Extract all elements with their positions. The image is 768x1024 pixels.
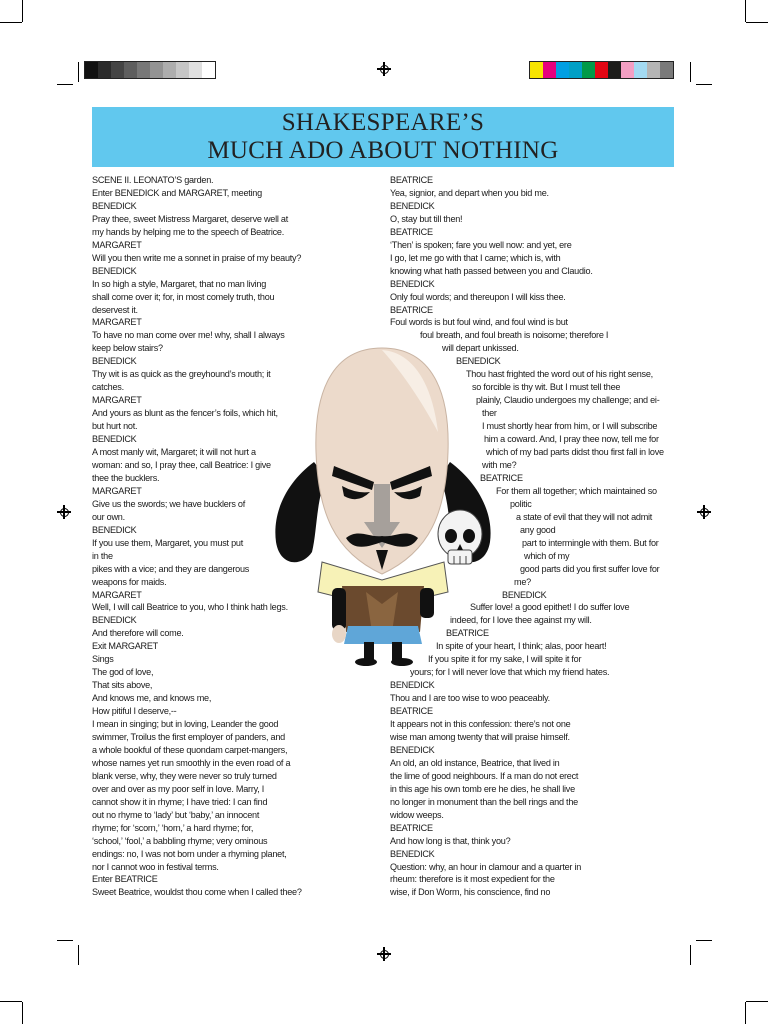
left-text-line: Enter BENEDICK and MARGARET, meeting (92, 187, 262, 198)
right-text-line: me? (514, 576, 531, 587)
left-text-line: Exit MARGARET (92, 641, 158, 652)
page-title-line1: SHAKESPEARE’S (281, 109, 485, 136)
right-text-line: O, stay but till then! (390, 213, 463, 224)
right-text-line: In spite of your heart, I think; alas, poor heart! (436, 641, 607, 652)
left-text-line: And yours as blunt as the fencer’s foils, which hit, (92, 408, 278, 419)
gray-swatch (98, 62, 111, 78)
right-text-line: Thou hast frighted the word out of his right sense, (466, 369, 653, 380)
right-text-line: And how long is that, think you? (390, 835, 511, 846)
color-swatch (608, 62, 621, 78)
crop-mark (0, 1001, 22, 1002)
left-arm (332, 588, 346, 630)
color-swatch (621, 62, 634, 78)
crop-mark (690, 945, 691, 965)
left-text-line: Sweet Beatrice, wouldst thou come when I called thee? (92, 887, 302, 898)
right-text-line: If you spite it for my sake, I will spite it for (428, 654, 582, 665)
crop-mark (745, 1002, 746, 1024)
right-text-line: widow weeps. (390, 809, 444, 820)
left-text-line: If you use them, Margaret, you must put (92, 537, 243, 548)
left-text-line: my hands by helping me to the speech of Beatrice. (92, 226, 284, 237)
right-text-line: yours; for I will never love that which my friend hates. (410, 667, 610, 678)
trunk-hose (344, 626, 422, 644)
right-text-line: Thou and I are too wise to woo peaceably. (390, 693, 550, 704)
left-text-line: but hurt not. (92, 421, 138, 432)
right-text-line: which of my (524, 550, 570, 561)
crop-mark (746, 1001, 768, 1002)
left-text-line: That sits above, (92, 680, 153, 691)
right-text-line: BEATRICE (390, 226, 433, 237)
left-text-line: cannot show it in rhyme; I have tried: I can find (92, 796, 268, 807)
registration-mark (697, 505, 711, 519)
right-text-line: wise man among twenty that will praise himself. (390, 731, 570, 742)
gray-swatch (85, 62, 98, 78)
shakespeare-illustration (262, 342, 507, 667)
right-text-line: It appears not in this confession: there’s not one (390, 719, 571, 730)
left-text-line: Enter BEATRICE (92, 874, 158, 885)
left-text-line: pikes with a vice; and they are dangerous (92, 563, 250, 574)
right-text-line: so forcible is thy wit. But I must tell thee (472, 382, 621, 393)
right-text-line: any good (520, 524, 556, 535)
left-text-line: I mean in singing; but in loving, Leander the good (92, 719, 279, 730)
left-text-line: a whole bookful of these quondam carpet-mangers, (92, 744, 288, 755)
right-text-line: plainly, Claudio undergoes my challenge; and ei- (476, 395, 660, 406)
right-text-line: with me? (482, 459, 517, 470)
left-text-line: deservest it. (92, 304, 138, 315)
left-text-line: And therefore will come. (92, 628, 184, 639)
right-text-line: politic (510, 498, 532, 509)
left-text-line: Give us the swords; we have bucklers of (92, 498, 246, 509)
left-text-line: our own. (92, 511, 125, 522)
right-text-line: BEATRICE (390, 822, 433, 833)
crop-mark (0, 22, 22, 23)
crop-mark (78, 945, 79, 965)
color-swatch (530, 62, 543, 78)
left-text-line: swimmer, Troilus the first employer of panders, and (92, 731, 285, 742)
right-text-line: Foul words is but foul wind, and foul wind is but (390, 317, 568, 328)
gray-swatch (163, 62, 176, 78)
right-text-line: no longer in monument than the bell rings and the (390, 796, 578, 807)
crop-mark (696, 940, 712, 941)
color-swatch (634, 62, 647, 78)
crop-mark (57, 940, 73, 941)
gray-swatch (202, 62, 215, 78)
right-text-line: good parts did you first suffer love for (520, 563, 660, 574)
right-text-line: a state of evil that they will not admit (516, 511, 653, 522)
registration-mark (57, 505, 71, 519)
cmyk-color-bar (529, 61, 674, 79)
left-text-line: MARGARET (92, 317, 142, 328)
right-text-line: part to intermingle with them. But for (522, 537, 659, 548)
left-text-line: out no rhyme to ‘lady’ but ‘baby,’ an innocent (92, 809, 260, 820)
right-text-line: For them all together; which maintained so (496, 485, 657, 496)
crop-mark (22, 0, 23, 22)
gray-swatch (189, 62, 202, 78)
left-text-line: A most manly wit, Margaret; it will not hurt a (92, 447, 256, 458)
left-hand (332, 625, 346, 643)
crop-mark (22, 1002, 23, 1024)
left-text-line: thee the bucklers. (92, 472, 160, 483)
right-shoe (391, 658, 413, 666)
right-text-line: ther (482, 408, 497, 419)
left-text-line: Well, I will call Beatrice to you, who I think hath legs. (92, 602, 288, 613)
left-text-line: Will you then write me a sonnet in praise of my beauty? (92, 252, 302, 263)
left-text-line: Pray thee, sweet Mistress Margaret, deserve well at (92, 213, 288, 224)
left-text-line: shall come over it; for, in most comely truth, thou (92, 291, 275, 302)
left-text-line: SCENE II. LEONATO’S garden. (92, 175, 214, 185)
grayscale-color-bar (84, 61, 216, 79)
left-text-line: In so high a style, Margaret, that no man living (92, 278, 267, 289)
color-swatch (556, 62, 569, 78)
left-shoe (355, 658, 377, 666)
left-text-line: keep below stairs? (92, 343, 163, 354)
left-text-line: And knows me, and knows me, (92, 693, 212, 704)
crop-mark (78, 62, 79, 82)
crop-mark (690, 62, 691, 82)
left-text-line: To have no man come over me! why, shall I always (92, 330, 285, 341)
right-text-line: Question: why, an hour in clamour and a quarter in (390, 861, 582, 872)
registration-mark (377, 947, 391, 961)
gray-swatch (176, 62, 189, 78)
left-text-line: MARGARET (92, 395, 142, 406)
right-text-line: knowing what hath passed between you and Claudio. (390, 265, 593, 276)
right-text-line: BENEDICK (390, 848, 435, 859)
left-text-line: catches. (92, 382, 124, 393)
right-text-line: BEATRICE (446, 628, 489, 639)
title-banner (92, 107, 674, 167)
right-text-line: will depart unkissed. (442, 343, 519, 354)
right-text-line: I must shortly hear from him, or I will subscribe (482, 421, 658, 432)
color-swatch (569, 62, 582, 78)
right-text-line: BENEDICK (390, 744, 435, 755)
left-text-line: rhyme; for ‘scorn,’ ‘horn,’ a hard rhyme; for, (92, 822, 254, 833)
left-text-line: BENEDICK (92, 524, 137, 535)
color-swatch (660, 62, 673, 78)
left-text-line: BENEDICK (92, 434, 137, 445)
left-text-line: blank verse, why, they were never so truly turned (92, 770, 277, 781)
right-text-line: BEATRICE (390, 304, 433, 315)
right-text-line: I go, let me go with that I came; which is, with (390, 252, 561, 263)
right-text-line: BEATRICE (390, 175, 433, 185)
right-text-line: ‘Then’ is spoken; fare you well now: and yet, ere (390, 239, 572, 250)
left-text-line: BENEDICK (92, 265, 137, 276)
right-arm (420, 588, 434, 618)
right-text-line: BEATRICE (480, 472, 523, 483)
left-text-line: nor I cannot woo in festival terms. (92, 861, 219, 872)
color-swatch (582, 62, 595, 78)
left-text-line: How pitiful I deserve,-- (92, 706, 177, 717)
color-swatch (647, 62, 660, 78)
right-text-line: rheum: therefore is it most expedient for the (390, 874, 555, 885)
left-text-line: BENEDICK (92, 200, 137, 211)
left-text-line: Sings (92, 654, 114, 665)
left-text-line: MARGARET (92, 589, 142, 600)
right-text-line: the lime of good neighbours. If a man do not erect (390, 770, 579, 781)
right-text-line: An old, an old instance, Beatrice, that lived in (390, 757, 560, 768)
page-title-line2: MUCH ADO ABOUT NOTHING (207, 137, 559, 164)
right-text-line: which of my bad parts didst thou first fall in love (486, 447, 664, 458)
right-text-line: wise, if Don Worm, his conscience, find no (390, 887, 551, 898)
left-text-line: endings: no, I was not born under a rhyming planet, (92, 848, 287, 859)
crop-mark (57, 84, 73, 85)
right-text-line: indeed, for I love thee against my will. (450, 615, 592, 626)
color-swatch (543, 62, 556, 78)
left-text-line: over and over as my poor self in love. Marry, I (92, 783, 265, 794)
right-text-line: Suffer love! a good epithet! I do suffer love (470, 602, 630, 613)
gray-swatch (124, 62, 137, 78)
left-text-line: Thy wit is as quick as the greyhound’s mouth; it (92, 369, 271, 380)
crop-mark (696, 84, 712, 85)
right-text-line: in this age his own tomb ere he dies, he shall live (390, 783, 575, 794)
left-text-line: weapons for maids. (92, 576, 167, 587)
crop-mark (745, 0, 746, 22)
right-text-line: BENEDICK (390, 200, 435, 211)
left-text-line: BENEDICK (92, 615, 137, 626)
right-text-line: BENEDICK (390, 680, 435, 691)
left-text-line: The god of love, (92, 667, 154, 678)
gray-swatch (111, 62, 124, 78)
right-text-line: BENEDICK (390, 278, 435, 289)
registration-mark (377, 62, 391, 76)
left-text-line: woman: and so, I pray thee, call Beatrice: I give (92, 459, 271, 470)
right-text-line: BEATRICE (390, 706, 433, 717)
left-text-line: whose names yet run smoothly in the even road of a (92, 757, 291, 768)
left-text-line: ‘school,’ ‘fool,’ a babbling rhyme; very ominous (92, 835, 268, 846)
right-text-line: BENEDICK (456, 356, 501, 367)
crop-mark (746, 22, 768, 23)
left-text-line: in the (92, 550, 113, 561)
left-text-line: MARGARET (92, 485, 142, 496)
gray-swatch (150, 62, 163, 78)
right-text-line: him a coward. And, I pray thee now, tell me for (484, 434, 659, 445)
right-text-line: Yea, signior, and depart when you bid me. (390, 187, 549, 198)
right-text-line: foul breath, and foul breath is noisome; therefore I (420, 330, 609, 341)
right-text-line: Only foul words; and thereupon I will kiss thee. (390, 291, 566, 302)
left-text-line: BENEDICK (92, 356, 137, 367)
gray-swatch (137, 62, 150, 78)
left-text-line: MARGARET (92, 239, 142, 250)
color-swatch (595, 62, 608, 78)
right-text-line: BENEDICK (502, 589, 547, 600)
